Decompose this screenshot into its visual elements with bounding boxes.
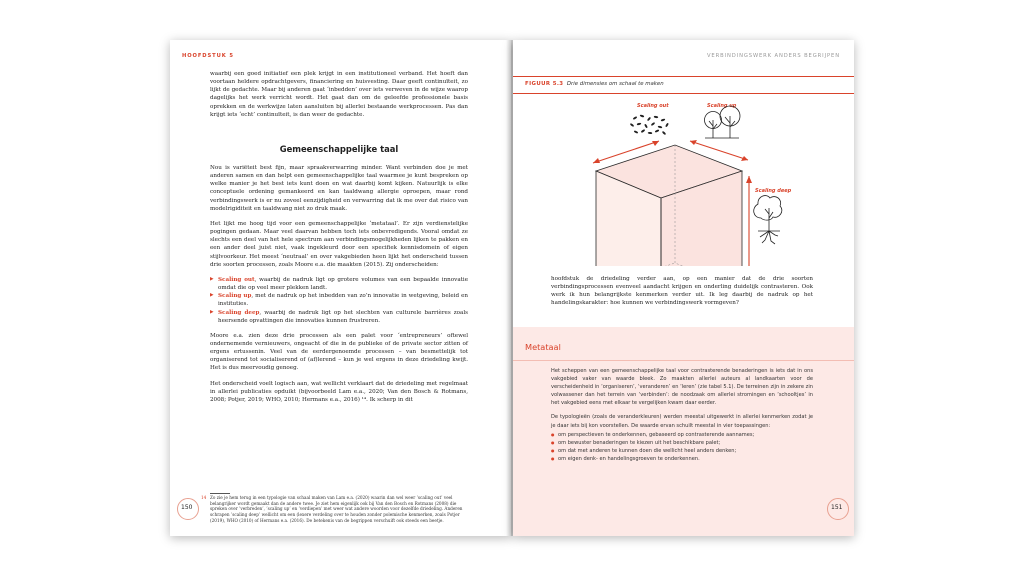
- figure-top-rule: [513, 76, 854, 77]
- paragraph-4: Het onderscheid voelt logisch aan, wat wellicht verklaart dat de driedeling met regelmaat in allerlei publicaties opduikt (bijvoorbeeld Lam e.a., 2020; Van den Bosch & Rotmans, 2008; Potjer, 2019; WHO, 2010; Hermans e.a., 2016) ¹⁴. Ik scherp in dit: [210, 380, 468, 403]
- box-bullet-list: [551, 431, 813, 463]
- left-intro-text: [210, 70, 468, 126]
- running-head-right: VERBINDINGSWERK ANDERS BEGRIJPEN: [706, 53, 840, 59]
- paragraph-after-figure: hoofdstuk de driedeling verder aan, op een manier dat de drie soorten verbindingsprocessen evenveel aandacht krijgen en onderling duidelijk contrasteren. Ook werk ik hun belangrijkste kenmerken verder uit. Ik leg daarbij de nadruk op het handelingskarakter: hoe kunnen we verbindingswerk vormgeven?: [551, 276, 813, 307]
- tree-with-roots-icon: [754, 196, 782, 244]
- footnote-rule: [210, 493, 230, 494]
- box-bullet: ● om perspectieven te onderkennen, gebaseerd op contrasterende aannames;: [551, 431, 813, 439]
- label-scaling-deep: Scaling deep: [755, 188, 792, 194]
- bullet-keyword: Scaling deep: [218, 309, 260, 316]
- figure-label: FIGUUR 5.3: [525, 81, 564, 87]
- paragraph-2: Het lijkt me hoog tijd voor een gemeenschappelijke ‘metataal’. Er zijn verdienstelijke pogingen gedaan. Maar veel daarvan hebben toch iets onbevredigends. Vooral omdat ze slechts een deel van het hele spectrum aan verbindingsmogelijkheden lijken te pakken en een ander deel juist niet, vaak ingekleurd door een specifiek kennisdomein of eigen stijlvoorkeur. Het meest ‘neutraal’ en over vakgebieden heen lijkt het onderscheid tussen drie soorten processen, zoals Moore e.a. die maakten (2015). Zij onderscheiden:: [210, 220, 468, 268]
- box-paragraph-1: Het scheppen van een gemeenschappelijke taal voor contrasterende benaderingen is iets dat in ons vakgebied vaker van waarde bleek. Zo maakten allerlei auteurs al landkaarten voor de verscheidenheid in ‘organiseren’, ‘veranderen’ en ‘leren’ (zie tabel 5.1). De terreinen zijn in zekere zin volwassener dan het terrein van ‘verbinden’: de noodzaak om allerlei stromingen en ‘schooltjes’ in het vakgebied eens met elkaar te vergelijken kwam daar eerder.: [551, 368, 813, 407]
- page-number-right: 151: [831, 504, 843, 511]
- bullet-keyword: Scaling out: [218, 276, 255, 283]
- metataal-box: [513, 327, 854, 536]
- left-page: [170, 40, 511, 536]
- bullet-scaling-out: [210, 276, 468, 292]
- section-heading: Gemeenschappelijke taal: [279, 144, 399, 154]
- scaling-diagram: [513, 96, 854, 266]
- arrowhead: [593, 158, 600, 163]
- label-scaling-out: Scaling out: [637, 103, 669, 109]
- box-body: [551, 367, 813, 463]
- scaling-bullet-list: [210, 276, 468, 325]
- right-body-text: [551, 275, 813, 315]
- bullet-text: , waarbij de nadruk ligt op het slechten van culturele barrières zoals heersende opvattingen die innovaties kunnen frustreren.: [218, 309, 469, 324]
- running-head-left: HOOFDSTUK 5: [182, 53, 234, 59]
- left-body-text: [210, 164, 468, 411]
- box-title: Metataal: [525, 342, 561, 352]
- box-paragraph-2: De typologieën (zoals de veranderkleuren) werden meestal uitgewerkt in allerlei kenmerken zodat je je daar iets bij kon voorstellen. De waarde ervan schuilt meestal in vier toepassingen:: [551, 414, 813, 429]
- paragraph-3: Moore e.a. zien deze drie processen als een palet voor ‘entrepreneurs’ oftewel ondernemende vernieuwers, ongeacht of die in de publieke of de private sector zitten of ergens ertussenin. Veel van de eerdergenoemde processen – van besmettelijk tot organiserend tot socialiserend of (af)lerend – kun je wel ergens in deze driedeling kwijt. Het is dus meervoudig genoeg.: [210, 332, 468, 372]
- page-number-left: 150: [181, 504, 193, 511]
- bullet-scaling-up: [210, 292, 468, 308]
- figure-caption-rule: [513, 93, 854, 94]
- footnote-text: Zo zie je hem terug in een typologie van schaal maken van Lam e.a. (2020) waarin dan wel weer ‘scaling out’ veel belangrijker wordt gemaakt dan de andere twee. Je ziet hem eigenlijk ook bij Van den Bosch en Rotmans (2008) die spreken over ‘verbreden’, ‘scaling up’ en ‘verdiepen’ met weer wat andere woorden voor dezelfde driedeling. Anderen schrapen ‘scaling deep’ wellicht om een (lexere verdeling over te houden zonder polemische kenmerken, zoals Potjer (2019), WHO (2010) of Hermans e.a. (2016). De betekenis van de begrippen verschuift ook steeds een beetje.: [210, 495, 463, 523]
- box-bullet: ● om dat met anderen te kunnen doen die wellicht heel anders denken;: [551, 447, 813, 455]
- paragraph-1: Nou is variëteit best fijn, maar spraakverwarring minder. Want verbinden doe je met anderen samen en dan helpt een gemeenschappelijke taal waarmee je kunt bespreken op welke manier je het best iets kunt doen en wat daarbij komt kijken. Natuurlijk is elke conceptuele ordening gemankeerd en kan taaldwang allergie oproepen, maar rond verbindingswerk is er nu zoveel eenzijdigheid en verwarring dat ik me over dat risico van modelrigiditeit en taaldwang niet zo druk maak.: [210, 165, 468, 212]
- box-title-rule: [513, 360, 854, 361]
- bullet-text: , waarbij de nadruk ligt op grotere volumes van een bepaalde innovatie omdat die op veel meer plekken landt.: [218, 276, 468, 292]
- bullet-scaling-deep: [210, 309, 468, 325]
- scattered-seeds-icon: [630, 114, 669, 135]
- right-page: [513, 40, 854, 536]
- arrowhead: [746, 176, 752, 183]
- figure-title: Drie dimensies om schaal te maken: [566, 81, 664, 87]
- box-bullet: ● om eigen denk- en handelingsgroeven te onderkennen.: [551, 455, 813, 463]
- footnote-number: 14: [201, 495, 207, 500]
- intro-paragraph: waarbij een goed initiatief een plek krijgt in een institutioneel verband. Het hoeft dan voortaan heldere opdrachtgevers, financiering en huisvesting. Daar geeft continuïteit, zo lijkt de gedachte. Maar bij anderen gaat ‘inbedden’ over iets verweven in de wijze waarop dagelijks het werk verricht wordt. Het gaat dan om de geleefde professionele basis oprekken en de werkwijze laten aansluiten bij allerlei bestaande werkprocessen. Pas dan krijgt iets ‘echt’ continuïteit, is dan weer de gedachte.: [210, 71, 468, 118]
- bullet-text: , met de nadruk op het inbedden van zo’n innovatie in wetgeving, beleid en instituties.: [218, 293, 468, 308]
- footnote: [201, 495, 468, 524]
- box-bullet: ● om bewuster benaderingen te kiezen uit het beschikbare palet;: [551, 439, 813, 447]
- bullet-keyword: Scaling up: [218, 293, 252, 300]
- figure-caption: [525, 81, 664, 87]
- trees-icon: [705, 106, 741, 138]
- label-scaling-up: Scaling up: [707, 103, 737, 109]
